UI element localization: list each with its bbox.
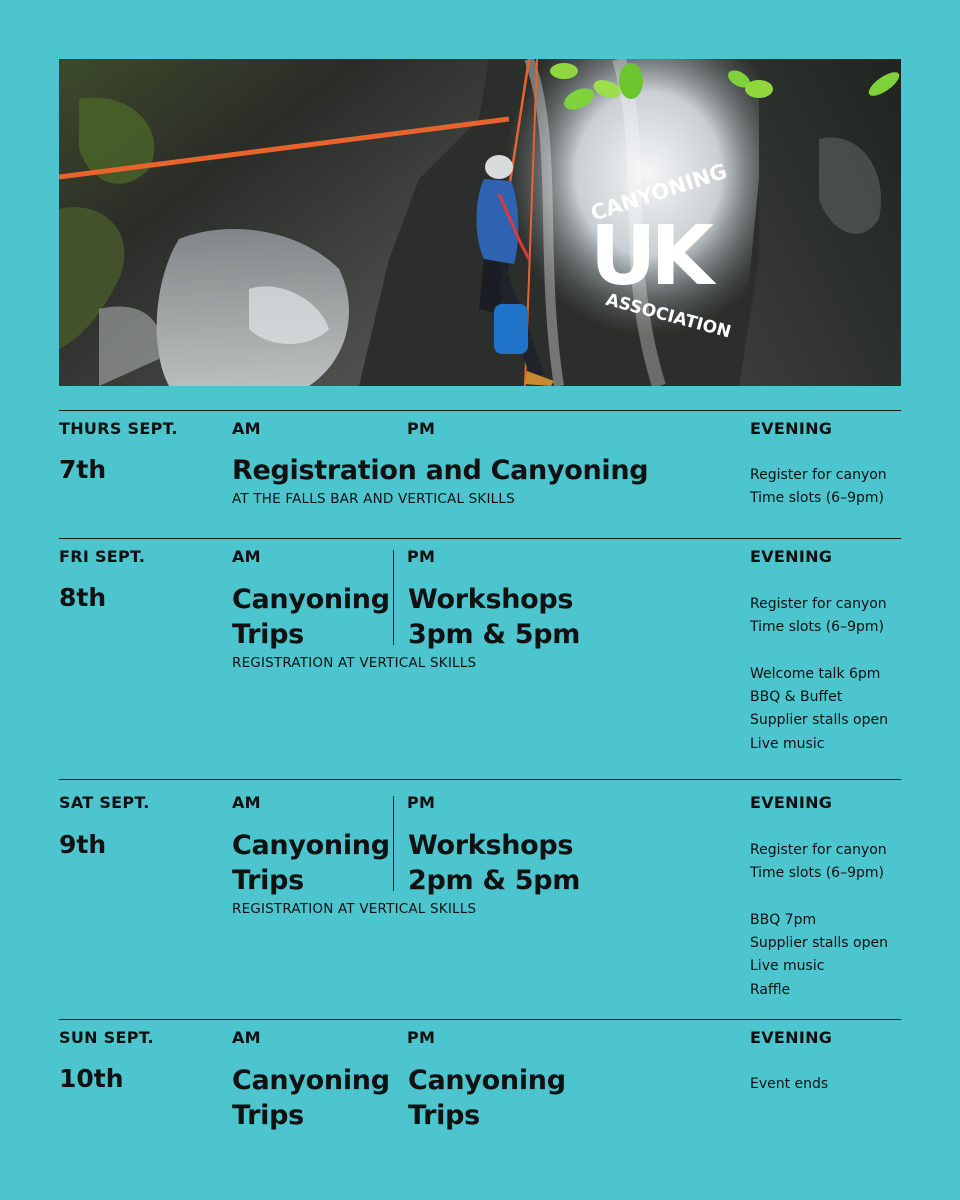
day-date: 10th xyxy=(59,1064,124,1093)
session-subtitle: REGISTRATION AT VERTICAL SKILLS xyxy=(232,655,477,671)
canyon-waterfall-image xyxy=(59,59,901,386)
day-label: SAT SEPT. xyxy=(59,793,150,812)
pm-label: PM xyxy=(407,793,436,812)
evening-list xyxy=(750,1073,828,1096)
am-label: AM xyxy=(232,419,261,438)
pm-session-line: Workshops xyxy=(408,830,574,861)
evening-item: Raffle xyxy=(750,981,791,998)
evening-item: Live music xyxy=(750,735,825,752)
am-session-line: Trips xyxy=(232,619,304,650)
session-subtitle: REGISTRATION AT VERTICAL SKILLS xyxy=(232,901,477,917)
evening-item: Time slots (6–9pm) xyxy=(750,490,884,507)
pm-session-line: Workshops xyxy=(408,584,574,615)
logo-bottom-text: ASSOCIATION xyxy=(603,289,733,343)
day-thursday xyxy=(59,410,901,539)
pm-label: PM xyxy=(407,1028,436,1047)
am-session xyxy=(232,582,390,652)
session-subtitle: AT THE FALLS BAR AND VERTICAL SKILLS xyxy=(232,491,515,507)
am-session-line: Canyoning xyxy=(232,830,390,861)
logo-middle-text: UK xyxy=(589,209,709,304)
am-session xyxy=(232,1063,390,1133)
am-pm-divider xyxy=(393,550,394,645)
pm-label: PM xyxy=(407,547,436,566)
evening-label: EVENING xyxy=(750,793,833,812)
pm-label: PM xyxy=(407,419,436,438)
day-saturday xyxy=(59,779,901,1020)
evening-item: Register for canyon xyxy=(750,596,887,612)
hero-photo xyxy=(59,59,901,386)
evening-item: Supplier stalls open xyxy=(750,712,888,729)
session-title: Registration and Canyoning xyxy=(232,455,649,486)
pm-session-line: 2pm & 5pm xyxy=(408,865,581,896)
evening-label: EVENING xyxy=(750,419,833,438)
pm-session xyxy=(408,582,580,652)
evening-list xyxy=(750,593,888,756)
evening-item: Event ends xyxy=(750,1076,829,1092)
evening-label: EVENING xyxy=(750,1028,833,1047)
pm-session xyxy=(408,1063,566,1133)
day-label: THURS SEPT. xyxy=(59,419,178,438)
day-friday xyxy=(59,538,901,780)
day-sunday xyxy=(59,1019,901,1170)
am-session xyxy=(232,828,390,898)
evening-list xyxy=(750,839,888,1002)
day-label: SUN SEPT. xyxy=(59,1028,154,1047)
evening-item: BBQ & Buffet xyxy=(750,689,843,706)
am-session-line: Canyoning xyxy=(232,584,390,615)
evening-item: Register for canyon xyxy=(750,467,887,483)
evening-item: Welcome talk 6pm xyxy=(750,665,881,682)
am-session-line: Canyoning xyxy=(232,1065,390,1096)
pm-session-line: Canyoning xyxy=(408,1065,566,1096)
pm-session-line: 3pm & 5pm xyxy=(408,619,581,650)
logo-top-text: CANYONING xyxy=(587,159,730,226)
am-label: AM xyxy=(232,793,261,812)
pm-session-line: Trips xyxy=(408,1100,480,1131)
evening-item: BBQ 7pm xyxy=(750,911,817,928)
day-date: 9th xyxy=(59,830,107,859)
evening-item: Register for canyon xyxy=(750,842,887,858)
evening-list xyxy=(750,464,887,511)
pm-session xyxy=(408,828,580,898)
day-date: 8th xyxy=(59,583,107,612)
evening-item: Time slots (6–9pm) xyxy=(750,865,884,882)
am-session-line: Trips xyxy=(232,1100,304,1131)
am-pm-divider xyxy=(393,796,394,891)
evening-item: Time slots (6–9pm) xyxy=(750,619,884,636)
evening-item: Live music xyxy=(750,958,825,975)
day-label: FRI SEPT. xyxy=(59,547,146,566)
am-label: AM xyxy=(232,1028,261,1047)
am-session-line: Trips xyxy=(232,865,304,896)
evening-label: EVENING xyxy=(750,547,833,566)
am-label: AM xyxy=(232,547,261,566)
day-date: 7th xyxy=(59,455,107,484)
evening-item: Supplier stalls open xyxy=(750,935,888,952)
